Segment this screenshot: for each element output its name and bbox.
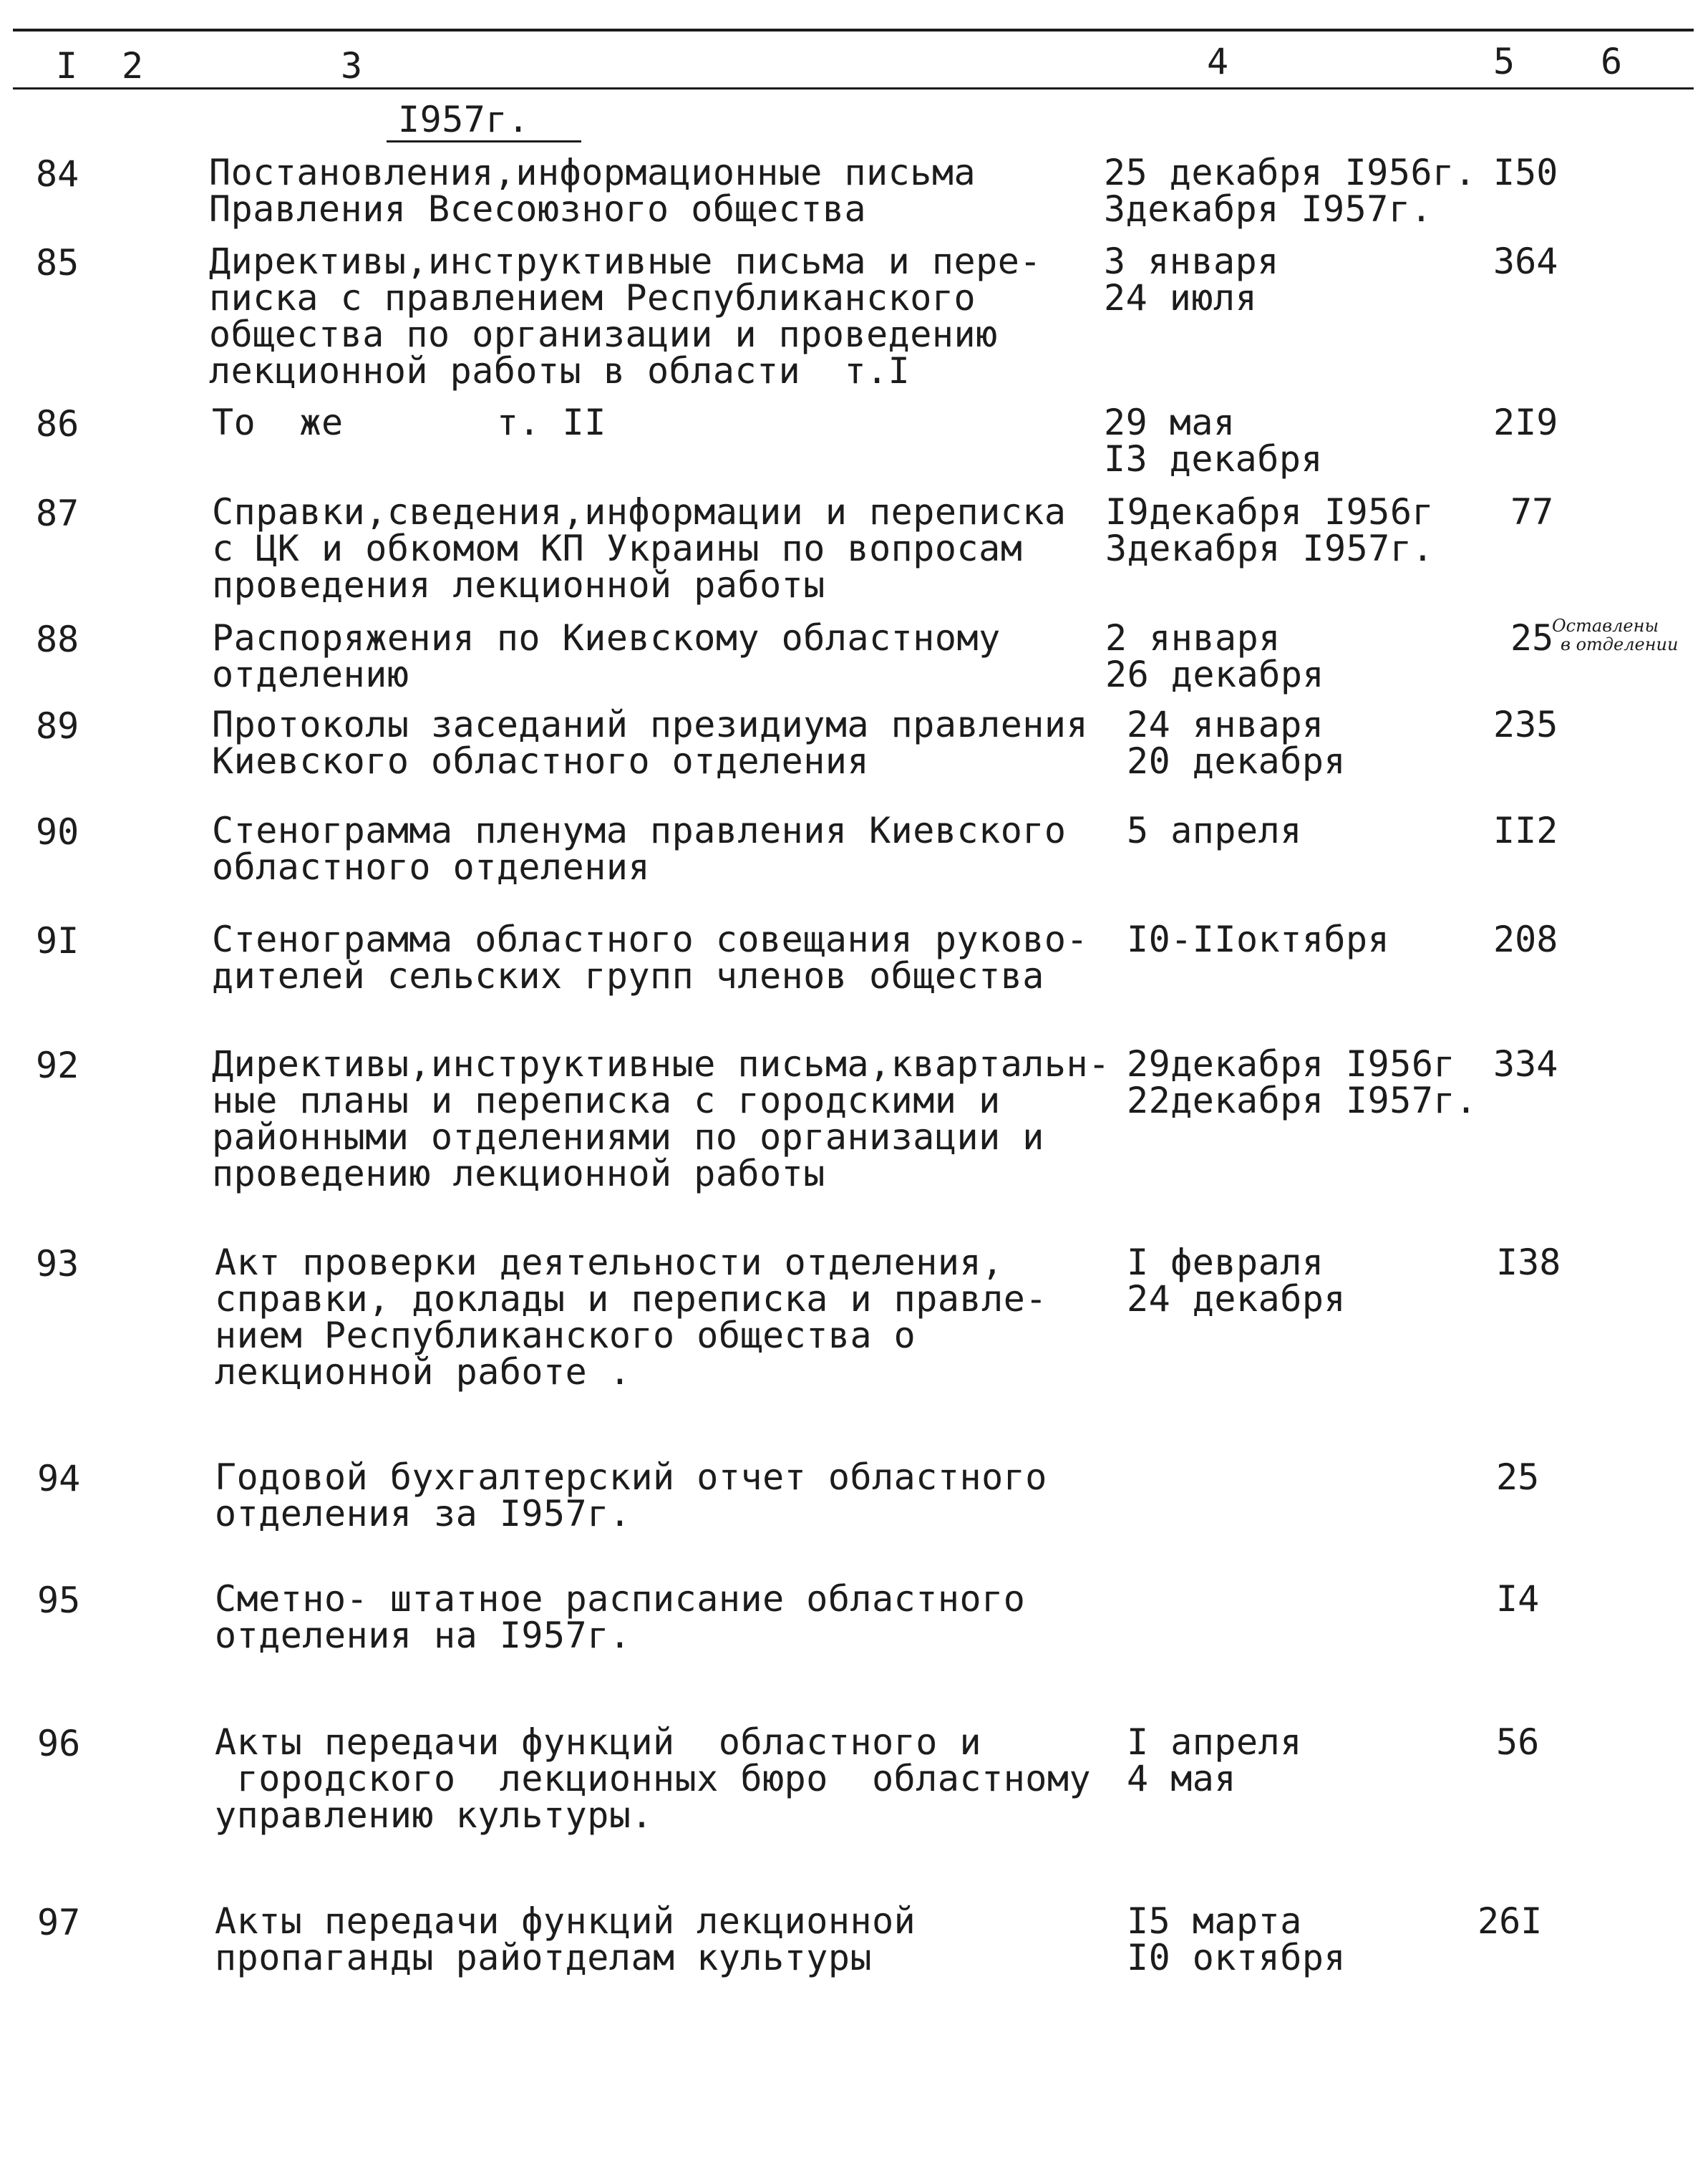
row-sheet-count: 235 — [1493, 704, 1558, 745]
row-date-line: 29декабря I956г — [1127, 1043, 1456, 1085]
row-date-line: 24 декабря — [1127, 1278, 1346, 1320]
row-sheet-count: 25 — [1510, 617, 1554, 659]
row-title-line: Директивы,инструктивные письма,квартальн- — [212, 1043, 1110, 1085]
row-sheet-count: 334 — [1493, 1043, 1558, 1085]
row-title-line: Акты передачи функций лекционной — [215, 1900, 916, 1942]
row-title-line: общества по организации и проведению — [209, 314, 998, 355]
row-number: 92 — [36, 1045, 79, 1086]
row-date-line: 5 апреля — [1127, 810, 1302, 851]
row-sheet-count: 208 — [1493, 919, 1558, 960]
row-date-line: 3декабря I957г. — [1104, 188, 1433, 230]
row-number: 84 — [36, 153, 79, 195]
row-number: 87 — [36, 493, 79, 534]
row-number: 85 — [36, 242, 79, 284]
row-title-line: отделения на I957г. — [215, 1615, 631, 1656]
row-date-line: I9декабря I956г — [1105, 491, 1435, 533]
row-date-line: I0 октября — [1127, 1937, 1346, 1978]
row-date-line: I февраля — [1127, 1242, 1324, 1283]
header-top-rule — [13, 29, 1694, 32]
row-number: 94 — [37, 1458, 81, 1499]
row-sheet-count: II2 — [1493, 810, 1558, 851]
handwritten-note: в отделении — [1561, 634, 1679, 654]
row-date-line: I апреля — [1127, 1721, 1302, 1763]
row-title-line: городского лекционных бюро областному — [215, 1758, 1092, 1799]
row-date-line: 26 декабря — [1105, 654, 1325, 695]
handwritten-note: Оставлены — [1552, 616, 1659, 636]
row-date-line: 3 января — [1104, 241, 1279, 282]
row-number: 89 — [36, 705, 79, 747]
row-title-line: отделению — [212, 654, 409, 695]
row-title-line: Годовой бухгалтерский отчет областного — [215, 1456, 1047, 1498]
row-title-line: Постановления,информационные письма — [209, 152, 976, 193]
row-date-line: 22декабря I957г. — [1127, 1080, 1477, 1121]
row-date-line: 25 декабря I956г. — [1104, 152, 1477, 193]
column-header-4: 4 — [1207, 41, 1229, 82]
row-title-line: Киевского областного отделения — [212, 740, 870, 782]
row-title-line: отделения за I957г. — [215, 1493, 631, 1534]
row-title-line: районными отделениями по организации и — [212, 1116, 1044, 1158]
header-bottom-rule — [13, 87, 1694, 90]
row-title-line: То же т. II — [212, 402, 606, 443]
row-title-line: управлению культуры. — [215, 1794, 654, 1836]
row-sheet-count: I4 — [1496, 1578, 1540, 1620]
row-title-line: Правления Всесоюзного общества — [209, 188, 867, 230]
row-title-line: справки, доклады и переписка и правле- — [215, 1278, 1047, 1320]
row-sheet-count: 364 — [1493, 241, 1558, 282]
row-title-line: Протоколы заседаний президиума правления — [212, 704, 1089, 745]
column-header-1: I — [56, 45, 78, 87]
column-header-3: 3 — [341, 45, 363, 87]
row-sheet-count: 25 — [1496, 1456, 1540, 1498]
row-date-line: 24 июля — [1104, 277, 1258, 319]
row-number: 96 — [37, 1723, 81, 1764]
row-title-line: Распоряжения по Киевскому областному — [212, 617, 1001, 659]
row-title-line: Справки,сведения,информации и переписка — [212, 491, 1067, 533]
year-heading-underline — [387, 140, 581, 142]
row-number: 97 — [37, 1902, 81, 1943]
row-title-line: Стенограмма областного совещания руково- — [212, 919, 1089, 960]
column-header-6: 6 — [1601, 41, 1623, 82]
column-header-5: 5 — [1493, 41, 1515, 82]
row-date-line: I0-IIоктября — [1127, 919, 1390, 960]
row-sheet-count: 77 — [1510, 491, 1554, 533]
row-number: 95 — [37, 1580, 81, 1621]
row-date-line: 20 декабря — [1127, 740, 1346, 782]
row-sheet-count: I50 — [1493, 152, 1558, 193]
row-title-line: Акт проверки деятельности отделения, — [215, 1242, 1004, 1283]
row-title-line: Акты передачи функций областного и — [215, 1721, 982, 1763]
row-number: 90 — [36, 811, 79, 853]
row-title-line: лекционной работе . — [215, 1351, 631, 1393]
row-title-line: пропаганды райотделам культуры — [215, 1937, 873, 1978]
row-title-line: Сметно- штатное расписание областного — [215, 1578, 1026, 1620]
row-sheet-count: 2I9 — [1493, 402, 1558, 443]
row-date-line: 24 января — [1127, 704, 1324, 745]
row-date-line: 29 мая — [1104, 402, 1236, 443]
row-title-line: Стенограмма пленума правления Киевского — [212, 810, 1067, 851]
row-title-line: проведения лекционной работы — [212, 564, 825, 606]
row-number: 9I — [36, 920, 79, 962]
row-number: 86 — [36, 403, 79, 445]
row-date-line: I3 декабря — [1104, 438, 1324, 480]
column-header-2: 2 — [122, 45, 144, 87]
row-number: 93 — [36, 1243, 79, 1285]
row-date-line: I5 марта — [1127, 1900, 1302, 1942]
row-title-line: областного отделения — [212, 846, 651, 888]
row-title-line: Директивы,инструктивные письма и пере- — [209, 241, 1042, 282]
row-title-line: дителей сельских групп членов общества — [212, 955, 1044, 997]
row-date-line: 4 мая — [1127, 1758, 1237, 1799]
row-sheet-count: 26I — [1477, 1900, 1543, 1942]
row-title-line: проведению лекционной работы — [212, 1153, 825, 1194]
row-sheet-count: 56 — [1496, 1721, 1540, 1763]
row-title-line: писка с правлением Республиканского — [209, 277, 976, 319]
row-title-line: с ЦК и обкомом КП Украины по вопросам — [212, 528, 1023, 569]
row-title-line: лекционной работы в области т.I — [209, 350, 911, 392]
row-number: 88 — [36, 619, 79, 660]
row-sheet-count: I38 — [1496, 1242, 1561, 1283]
row-title-line: ные планы и переписка с городскими и — [212, 1080, 1001, 1121]
row-date-line: 2 января — [1105, 617, 1281, 659]
row-title-line: нием Республиканского общества о — [215, 1315, 916, 1356]
year-heading: I957г. — [398, 99, 530, 140]
row-date-line: 3декабря I957г. — [1105, 528, 1435, 569]
